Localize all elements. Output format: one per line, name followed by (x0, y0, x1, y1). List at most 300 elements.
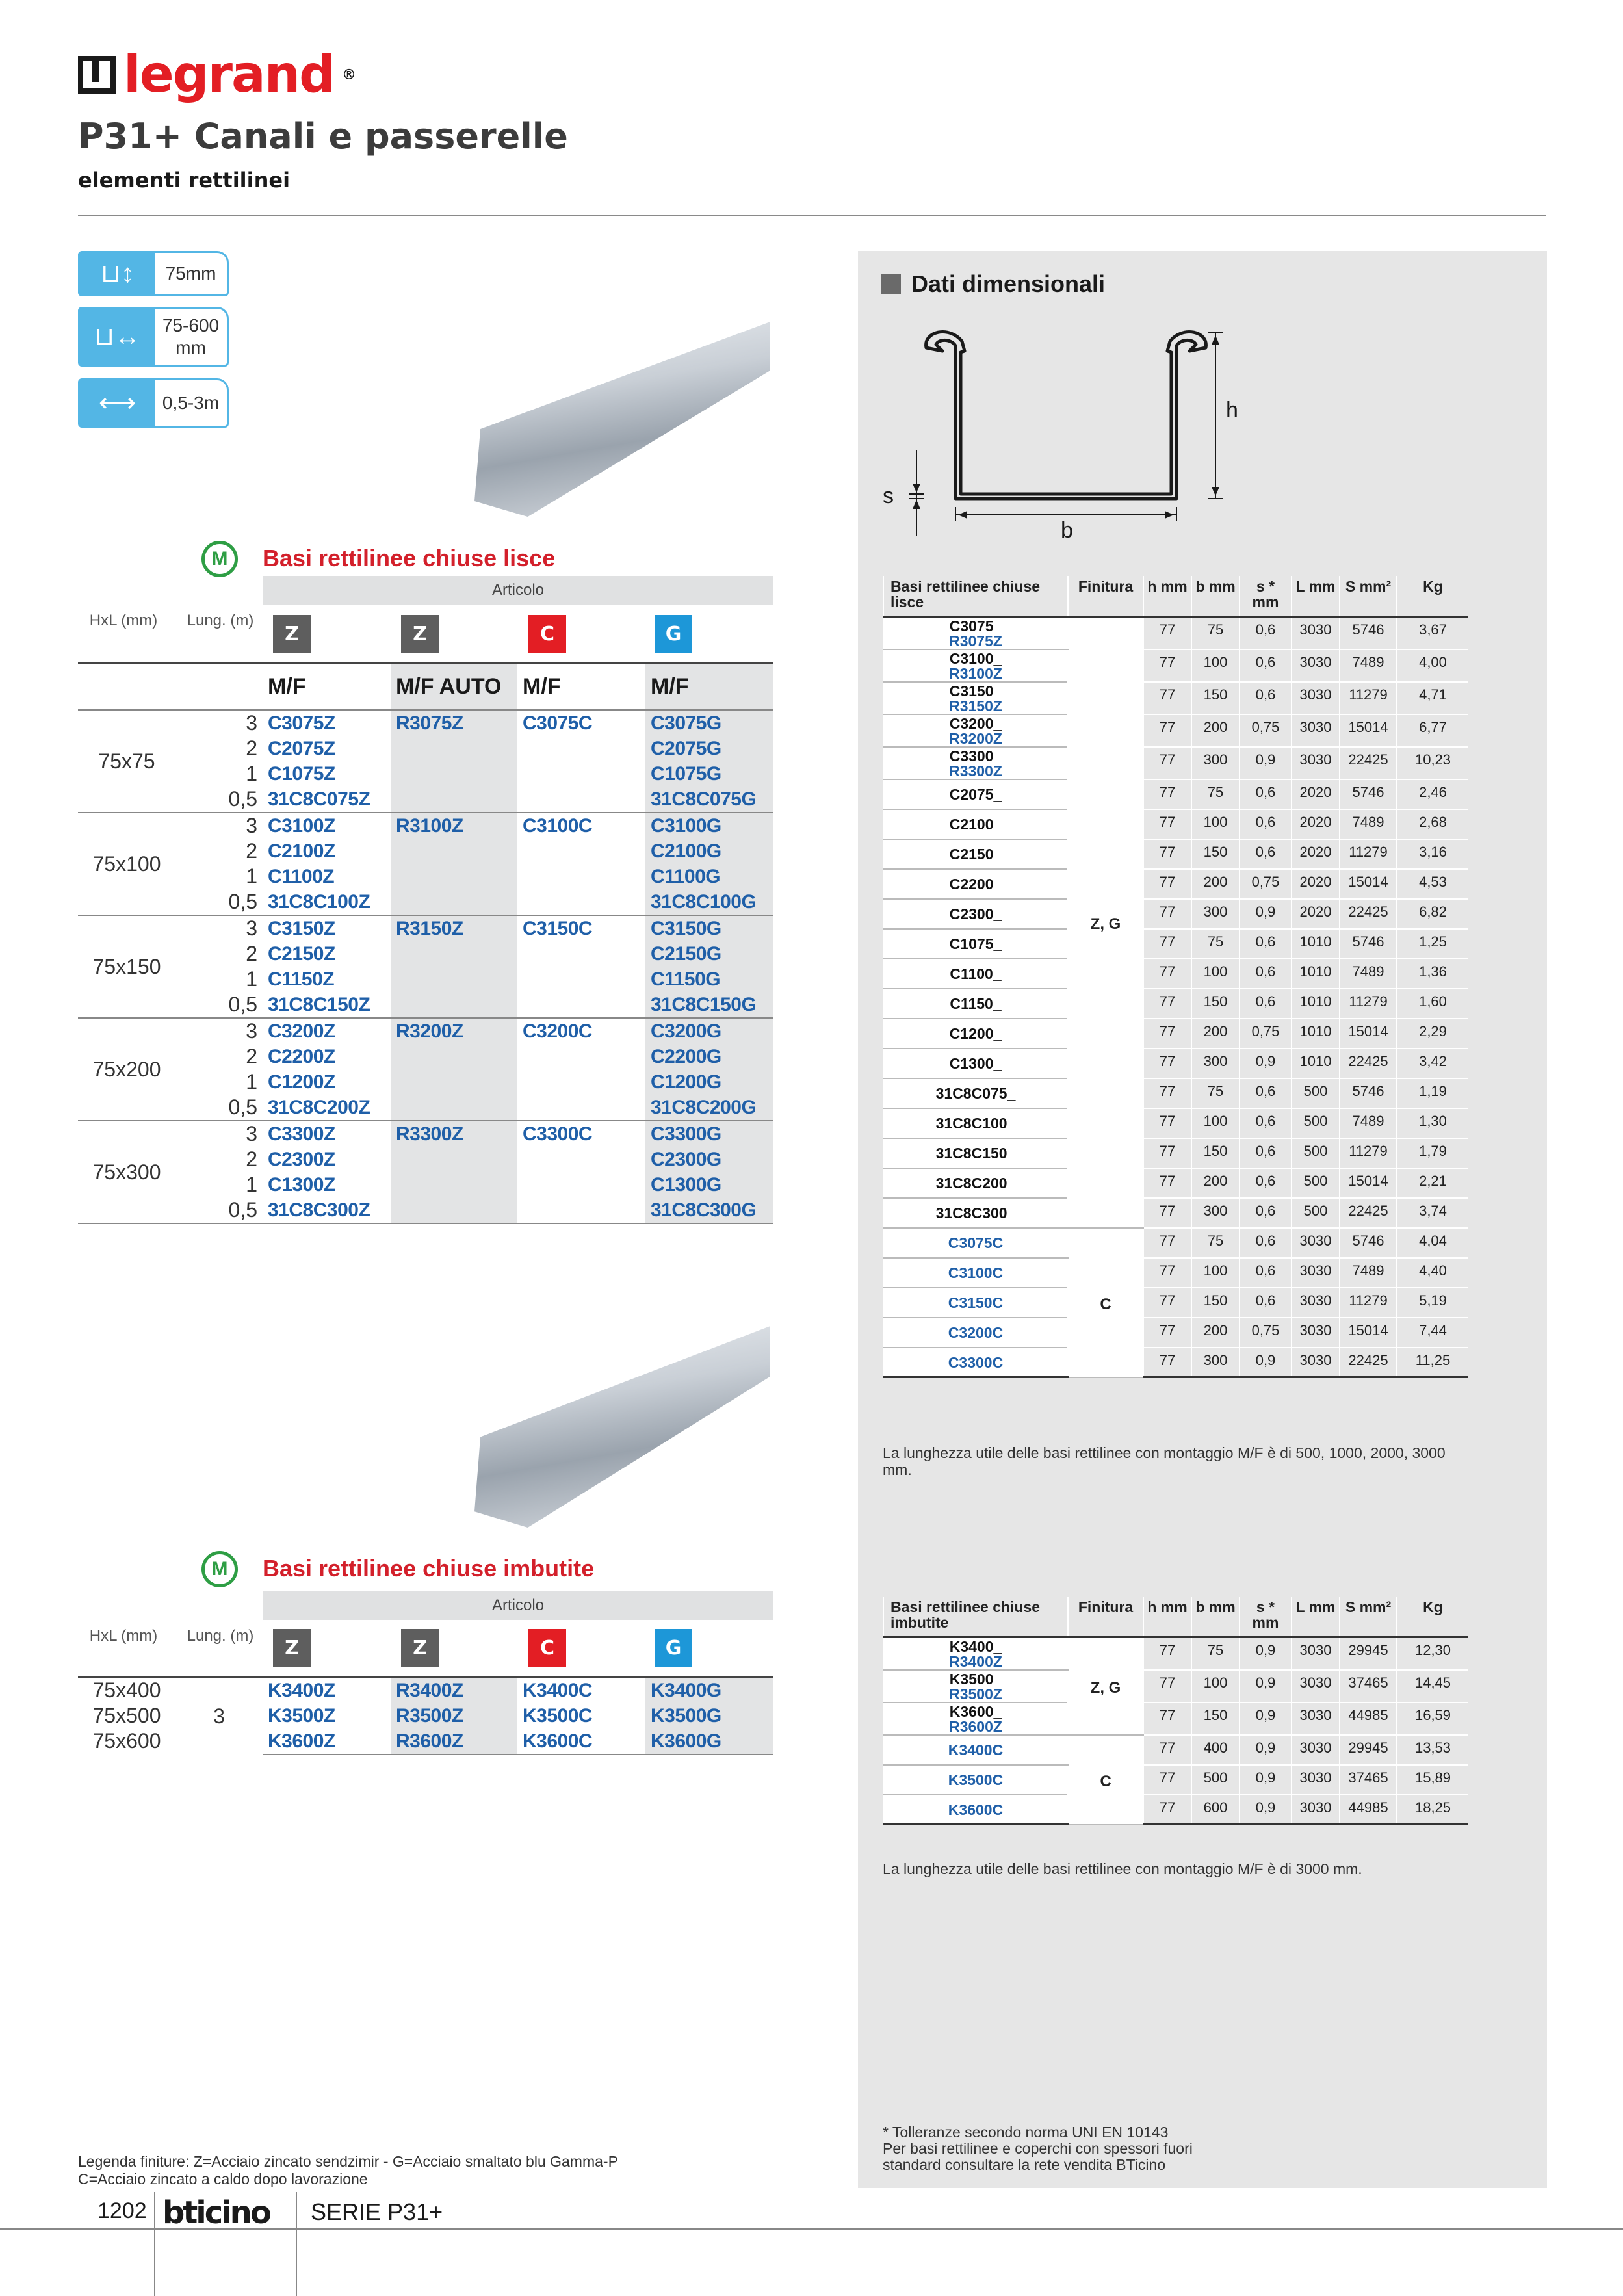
table-row (883, 779, 1468, 809)
value-cell: 100 (1191, 1258, 1240, 1288)
header-cell: Basi rettilinee chiuse imbutite (883, 1597, 1068, 1637)
value-cell: 0,6 (1240, 649, 1292, 682)
article-cell: C2150_ (883, 839, 1068, 869)
value-cell: 0,9 (1240, 899, 1292, 929)
table-row (883, 1765, 1468, 1795)
value-cell: 22425 (1340, 899, 1397, 929)
article-cell: C1150_ (883, 989, 1068, 1019)
value-cell: 400 (1191, 1735, 1240, 1765)
value-cell: 3,42 (1397, 1049, 1468, 1078)
value-cell: 4,04 (1397, 1228, 1468, 1258)
value-cell: 150 (1191, 839, 1240, 869)
article-cell: C2075_ (883, 779, 1068, 809)
lung-cell: 3 2 1 0,5 (175, 915, 263, 1018)
value-cell: 2,68 (1397, 809, 1468, 839)
value-cell: 5746 (1340, 1228, 1397, 1258)
value-cell: 2020 (1292, 809, 1340, 839)
table-row (883, 616, 1468, 649)
value-cell: 18,25 (1397, 1795, 1468, 1825)
finish-cell: C (1068, 1735, 1143, 1825)
value-cell: 4,71 (1397, 682, 1468, 714)
table-row (883, 1228, 1468, 1258)
article-cell: C1300_ (883, 1049, 1068, 1078)
article-cell: C3200_ R3200Z (883, 714, 1068, 747)
value-cell: 150 (1191, 989, 1240, 1019)
value-cell: 37465 (1340, 1670, 1397, 1702)
table-row (883, 839, 1468, 869)
header-cell: Basi rettilinee chiuse lisce (883, 576, 1068, 616)
value-cell: 200 (1191, 1168, 1240, 1198)
value-cell: 150 (1191, 1138, 1240, 1168)
table-row (78, 813, 773, 915)
value-cell: 6,82 (1397, 899, 1468, 929)
code-cell: R3075Z (390, 710, 517, 813)
width-chip (78, 307, 229, 367)
table-row (883, 1168, 1468, 1198)
value-cell: 11279 (1340, 1138, 1397, 1168)
value-cell: 1010 (1292, 929, 1340, 959)
table-row (883, 989, 1468, 1019)
value-cell: 0,6 (1240, 1258, 1292, 1288)
size-cell: 75x400 75x500 75x600 (78, 1677, 175, 1755)
value-cell: 0,75 (1240, 1318, 1292, 1348)
article-cell: K3500C (883, 1765, 1068, 1795)
header-cell: s * mm (1240, 1597, 1292, 1637)
lung-cell: 3 (175, 1677, 263, 1755)
value-cell: 100 (1191, 649, 1240, 682)
value-cell: 0,75 (1240, 1019, 1292, 1049)
header-cell: b mm (1191, 576, 1240, 616)
code-cell: C3150G C2150G C1150G 31C8C150G (645, 915, 773, 1018)
value-cell: 3030 (1292, 1795, 1340, 1825)
table-row (883, 1288, 1468, 1318)
s-label: s (883, 484, 894, 508)
value-cell: 15014 (1340, 1019, 1397, 1049)
finish-badge-z: Z (273, 615, 311, 653)
value-cell: 12,30 (1397, 1637, 1468, 1670)
value-cell: 150 (1191, 682, 1240, 714)
code-cell: K3400G K3500G K3600G (645, 1677, 773, 1755)
value-cell: 77 (1143, 1637, 1191, 1670)
header-cell: L mm (1292, 576, 1340, 616)
value-cell: 1010 (1292, 989, 1340, 1019)
value-cell: 15014 (1340, 1318, 1397, 1348)
value-cell: 77 (1143, 1198, 1191, 1228)
value-cell: 0,6 (1240, 1138, 1292, 1168)
value-cell: 15014 (1340, 714, 1397, 747)
article-cell: C1075_ (883, 929, 1068, 959)
value-cell: 100 (1191, 1108, 1240, 1138)
article-cell: C2100_ (883, 809, 1068, 839)
certification-icon: M (201, 1551, 238, 1587)
value-cell: 14,45 (1397, 1670, 1468, 1702)
value-cell: 77 (1143, 839, 1191, 869)
value-cell: 0,6 (1240, 989, 1292, 1019)
value-cell: 3030 (1292, 649, 1340, 682)
value-cell: 15014 (1340, 1168, 1397, 1198)
article-cell: C3300C (883, 1348, 1068, 1377)
table-row (883, 682, 1468, 714)
code-cell: R3150Z (390, 915, 517, 1018)
articolo-bar: Articolo (263, 576, 773, 605)
value-cell: 77 (1143, 1670, 1191, 1702)
legrand-logo-mark-icon (78, 56, 116, 94)
dimensions-table-lisce (883, 576, 1468, 1378)
article-cell: C3300_ R3300Z (883, 747, 1068, 779)
code-cell: R3300Z (390, 1121, 517, 1223)
hxl-header: HxL (mm) (89, 1627, 158, 1645)
lisce-articles-table (78, 662, 773, 1224)
value-cell: 0,6 (1240, 616, 1292, 649)
table-row (883, 747, 1468, 779)
code-cell: C3300Z C2300Z C1300Z 31C8C300Z (263, 1121, 390, 1223)
article-cell: C1200_ (883, 1019, 1068, 1049)
value-cell: 3,67 (1397, 616, 1468, 649)
length-icon: ⟷ (80, 380, 155, 426)
height-icon: ⊔↕ (80, 253, 155, 294)
lung-header: Lung. (m) (187, 1627, 254, 1645)
value-cell: 15,89 (1397, 1765, 1468, 1795)
code-cell: C3200Z C2200Z C1200Z 31C8C200Z (263, 1018, 390, 1121)
value-cell: 100 (1191, 959, 1240, 989)
product-photo-lisce (474, 322, 770, 517)
value-cell: 77 (1143, 1288, 1191, 1318)
b-label: b (1061, 518, 1073, 543)
value-cell: 3030 (1292, 682, 1340, 714)
code-cell: R3200Z (390, 1018, 517, 1121)
col-mf-auto: M/F AUTO (390, 663, 517, 711)
table-row (78, 915, 773, 1018)
value-cell: 7489 (1340, 1258, 1397, 1288)
value-cell: 11,25 (1397, 1348, 1468, 1377)
table-row (883, 1198, 1468, 1228)
code-cell: C3100G C2100G C1100G 31C8C100G (645, 813, 773, 915)
header-cell: S mm² (1340, 576, 1397, 616)
value-cell: 3030 (1292, 616, 1340, 649)
article-cell: K3500_ R3500Z (883, 1670, 1068, 1702)
value-cell: 0,6 (1240, 1078, 1292, 1108)
value-cell: 100 (1191, 809, 1240, 839)
value-cell: 500 (1292, 1198, 1340, 1228)
header-cell: Finitura (1068, 576, 1143, 616)
product-photo-imbutite (474, 1326, 770, 1528)
lung-cell: 3 2 1 0,5 (175, 1121, 263, 1223)
bticino-logo: bticino (162, 2195, 270, 2231)
value-cell: 300 (1191, 1049, 1240, 1078)
value-cell: 300 (1191, 899, 1240, 929)
value-cell: 5,19 (1397, 1288, 1468, 1318)
lung-cell: 3 2 1 0,5 (175, 710, 263, 813)
value-cell: 1,79 (1397, 1138, 1468, 1168)
value-cell: 0,9 (1240, 1637, 1292, 1670)
value-cell: 200 (1191, 714, 1240, 747)
value-cell: 75 (1191, 616, 1240, 649)
value-cell: 0,6 (1240, 959, 1292, 989)
value-cell: 77 (1143, 1258, 1191, 1288)
code-cell: C3300C (517, 1121, 645, 1223)
value-cell: 77 (1143, 1735, 1191, 1765)
table-row (883, 649, 1468, 682)
value-cell: 22425 (1340, 1348, 1397, 1377)
table-row (883, 1735, 1468, 1765)
code-cell: C3100Z C2100Z C1100Z 31C8C100Z (263, 813, 390, 915)
panel-title (881, 270, 1105, 298)
value-cell: 3,74 (1397, 1198, 1468, 1228)
table-row (78, 710, 773, 813)
value-cell: 77 (1143, 1765, 1191, 1795)
value-cell: 77 (1143, 809, 1191, 839)
value-cell: 7,44 (1397, 1318, 1468, 1348)
panel-title-square-icon (881, 274, 901, 294)
table-row (883, 959, 1468, 989)
code-cell: C3150C (517, 915, 645, 1018)
value-cell: 5746 (1340, 779, 1397, 809)
dimensions-table-header (883, 1597, 1468, 1637)
value-cell: 0,75 (1240, 714, 1292, 747)
value-cell: 0,9 (1240, 1049, 1292, 1078)
table-row (883, 1108, 1468, 1138)
table-row (883, 1670, 1468, 1702)
section-title-lisce: Basi rettilinee chiuse lisce (263, 545, 556, 571)
value-cell: 77 (1143, 682, 1191, 714)
code-cell: K3400Z K3500Z K3600Z (263, 1677, 390, 1755)
header-cell: Kg (1397, 576, 1468, 616)
imbutite-articles-table (78, 1676, 773, 1755)
value-cell: 77 (1143, 747, 1191, 779)
channel-profile-diagram (871, 312, 1300, 546)
value-cell: 22425 (1340, 747, 1397, 779)
value-cell: 75 (1191, 779, 1240, 809)
value-cell: 75 (1191, 1637, 1240, 1670)
value-cell: 2020 (1292, 869, 1340, 899)
table-row (883, 714, 1468, 747)
value-cell: 77 (1143, 1168, 1191, 1198)
lisce-length-note: La lunghezza utile delle basi rettilinee con montaggio M/F è di 500, 1000, 2000, 3000 mm. (883, 1444, 1446, 1478)
value-cell: 5746 (1340, 616, 1397, 649)
value-cell: 1,19 (1397, 1078, 1468, 1108)
height-chip-text: 75mm (165, 263, 216, 283)
finish-badge-z-auto: Z (401, 1629, 439, 1667)
legrand-logo (78, 46, 355, 104)
value-cell: 4,00 (1397, 649, 1468, 682)
finish-badge-g: G (655, 615, 692, 653)
value-cell: 0,6 (1240, 1168, 1292, 1198)
code-cell: K3400C K3500C K3600C (517, 1677, 645, 1755)
value-cell: 0,75 (1240, 869, 1292, 899)
value-cell: 3030 (1292, 1258, 1340, 1288)
lung-header: Lung. (m) (187, 612, 254, 629)
value-cell: 0,6 (1240, 1108, 1292, 1138)
table-row (883, 1348, 1468, 1377)
article-cell: C3075_ R3075Z (883, 616, 1068, 649)
article-cell: K3400C (883, 1735, 1068, 1765)
value-cell: 3030 (1292, 1288, 1340, 1318)
value-cell: 75 (1191, 929, 1240, 959)
value-cell: 7489 (1340, 1108, 1397, 1138)
code-cell: C3075G C2075G C1075G 31C8C075G (645, 710, 773, 813)
table-row (78, 1677, 773, 1755)
value-cell: 77 (1143, 1318, 1191, 1348)
table-row (883, 929, 1468, 959)
value-cell: 0,9 (1240, 1702, 1292, 1735)
value-cell: 7489 (1340, 649, 1397, 682)
value-cell: 3030 (1292, 1637, 1340, 1670)
finish-cell: Z, G (1068, 616, 1143, 1228)
value-cell: 0,6 (1240, 1228, 1292, 1258)
code-cell: C3300G C2300G C1300G 31C8C300G (645, 1121, 773, 1223)
value-cell: 77 (1143, 1702, 1191, 1735)
code-cell: C3200C (517, 1018, 645, 1121)
finish-legend: Legenda finiture: Z=Acciaio zincato sendzimir - G=Acciaio smaltato blu Gamma-P C=Acciaio zincato a caldo dopo lavorazione (78, 2153, 618, 2187)
value-cell: 0,9 (1240, 747, 1292, 779)
articolo-bar: Articolo (263, 1591, 773, 1620)
value-cell: 200 (1191, 869, 1240, 899)
header-cell: S mm² (1340, 1597, 1397, 1637)
value-cell: 150 (1191, 1702, 1240, 1735)
article-cell: C2300_ (883, 899, 1068, 929)
value-cell: 29945 (1340, 1637, 1397, 1670)
value-cell: 77 (1143, 1078, 1191, 1108)
value-cell: 2,29 (1397, 1019, 1468, 1049)
size-cell: 75x200 (78, 1018, 175, 1121)
value-cell: 0,6 (1240, 929, 1292, 959)
table-row (883, 1138, 1468, 1168)
value-cell: 0,6 (1240, 779, 1292, 809)
value-cell: 77 (1143, 989, 1191, 1019)
value-cell: 2020 (1292, 899, 1340, 929)
hxl-header: HxL (mm) (89, 612, 158, 629)
value-cell: 77 (1143, 779, 1191, 809)
article-cell: 31C8C300_ (883, 1198, 1068, 1228)
value-cell: 77 (1143, 1108, 1191, 1138)
dimensions-table-header (883, 576, 1468, 616)
table-row (78, 1018, 773, 1121)
table-row (883, 1637, 1468, 1670)
value-cell: 2,46 (1397, 779, 1468, 809)
value-cell: 77 (1143, 1019, 1191, 1049)
page-number: 1202 (97, 2198, 147, 2223)
finish-badge-z-auto: Z (401, 615, 439, 653)
size-cell: 75x300 (78, 1121, 175, 1223)
channel-profile-shape (926, 332, 1206, 499)
value-cell: 77 (1143, 714, 1191, 747)
value-cell: 500 (1292, 1078, 1340, 1108)
value-cell: 77 (1143, 869, 1191, 899)
value-cell: 15014 (1340, 869, 1397, 899)
width-icon: ⊔↔ (80, 309, 155, 365)
value-cell: 2020 (1292, 779, 1340, 809)
code-cell: C3075Z C2075Z C1075Z 31C8C075Z (263, 710, 390, 813)
value-cell: 300 (1191, 747, 1240, 779)
value-cell: 75 (1191, 1078, 1240, 1108)
value-cell: 5746 (1340, 1078, 1397, 1108)
value-cell: 1010 (1292, 1019, 1340, 1049)
article-cell: K3600C (883, 1795, 1068, 1825)
table-row (883, 869, 1468, 899)
table-row (883, 1049, 1468, 1078)
length-chip-text: 0,5-3m (162, 393, 220, 413)
value-cell: 3030 (1292, 1670, 1340, 1702)
value-cell: 77 (1143, 1228, 1191, 1258)
article-cell: C1100_ (883, 959, 1068, 989)
value-cell: 22425 (1340, 1198, 1397, 1228)
value-cell: 77 (1143, 1138, 1191, 1168)
value-cell: 2020 (1292, 839, 1340, 869)
tolerance-note: * Tolleranze secondo norma UNI EN 10143 Per basi rettilinee e coperchi con spessori fuori standard consultare la rete vendita BTicino (883, 2124, 1193, 2173)
height-chip (78, 251, 229, 296)
legrand-logo-text: legrand (123, 46, 334, 104)
value-cell: 0,9 (1240, 1348, 1292, 1377)
value-cell: 77 (1143, 899, 1191, 929)
value-cell: 500 (1292, 1138, 1340, 1168)
value-cell: 500 (1292, 1168, 1340, 1198)
value-cell: 3030 (1292, 714, 1340, 747)
lung-cell: 3 2 1 0,5 (175, 813, 263, 915)
registered-mark: ® (341, 66, 355, 83)
value-cell: 4,40 (1397, 1258, 1468, 1288)
article-cell: 31C8C200_ (883, 1168, 1068, 1198)
value-cell: 4,53 (1397, 869, 1468, 899)
code-cell: C3200G C2200G C1200G 31C8C200G (645, 1018, 773, 1121)
panel-title-text: Dati dimensionali (911, 270, 1106, 297)
length-chip (78, 378, 229, 428)
code-cell: R3400Z R3500Z R3600Z (390, 1677, 517, 1755)
imbutite-length-note: La lunghezza utile delle basi rettilinee con montaggio M/F è di 3000 mm. (883, 1860, 1362, 1877)
value-cell: 2,21 (1397, 1168, 1468, 1198)
article-cell: 31C8C150_ (883, 1138, 1068, 1168)
value-cell: 150 (1191, 1288, 1240, 1318)
value-cell: 0,9 (1240, 1765, 1292, 1795)
table-row (883, 1318, 1468, 1348)
value-cell: 200 (1191, 1318, 1240, 1348)
value-cell: 500 (1191, 1765, 1240, 1795)
value-cell: 77 (1143, 1348, 1191, 1377)
value-cell: 22425 (1340, 1049, 1397, 1078)
value-cell: 6,77 (1397, 714, 1468, 747)
value-cell: 3030 (1292, 1348, 1340, 1377)
value-cell: 77 (1143, 1795, 1191, 1825)
finish-cell: Z, G (1068, 1637, 1143, 1735)
value-cell: 3,16 (1397, 839, 1468, 869)
value-cell: 3030 (1292, 1228, 1340, 1258)
certification-icon: M (201, 541, 238, 577)
value-cell: 77 (1143, 1049, 1191, 1078)
value-cell: 500 (1292, 1108, 1340, 1138)
value-cell: 44985 (1340, 1702, 1397, 1735)
value-cell: 1010 (1292, 1049, 1340, 1078)
header-cell: h mm (1143, 1597, 1191, 1637)
table-row (883, 1078, 1468, 1108)
size-cell: 75x75 (78, 710, 175, 813)
table-row (883, 899, 1468, 929)
value-cell: 11279 (1340, 839, 1397, 869)
article-cell: 31C8C100_ (883, 1108, 1068, 1138)
article-cell: C3150_ R3150Z (883, 682, 1068, 714)
header-divider (78, 215, 1546, 216)
table-row (883, 1019, 1468, 1049)
code-cell: C3150Z C2150Z C1150Z 31C8C150Z (263, 915, 390, 1018)
value-cell: 13,53 (1397, 1735, 1468, 1765)
value-cell: 0,9 (1240, 1735, 1292, 1765)
section-title-imbutite: Basi rettilinee chiuse imbutite (263, 1555, 595, 1582)
table-row (78, 1121, 773, 1223)
dimensions-table-imbutite (883, 1597, 1468, 1825)
series-label: SERIE P31+ (311, 2198, 443, 2225)
value-cell: 16,59 (1397, 1702, 1468, 1735)
value-cell: 29945 (1340, 1735, 1397, 1765)
value-cell: 5746 (1340, 929, 1397, 959)
value-cell: 44985 (1340, 1795, 1397, 1825)
